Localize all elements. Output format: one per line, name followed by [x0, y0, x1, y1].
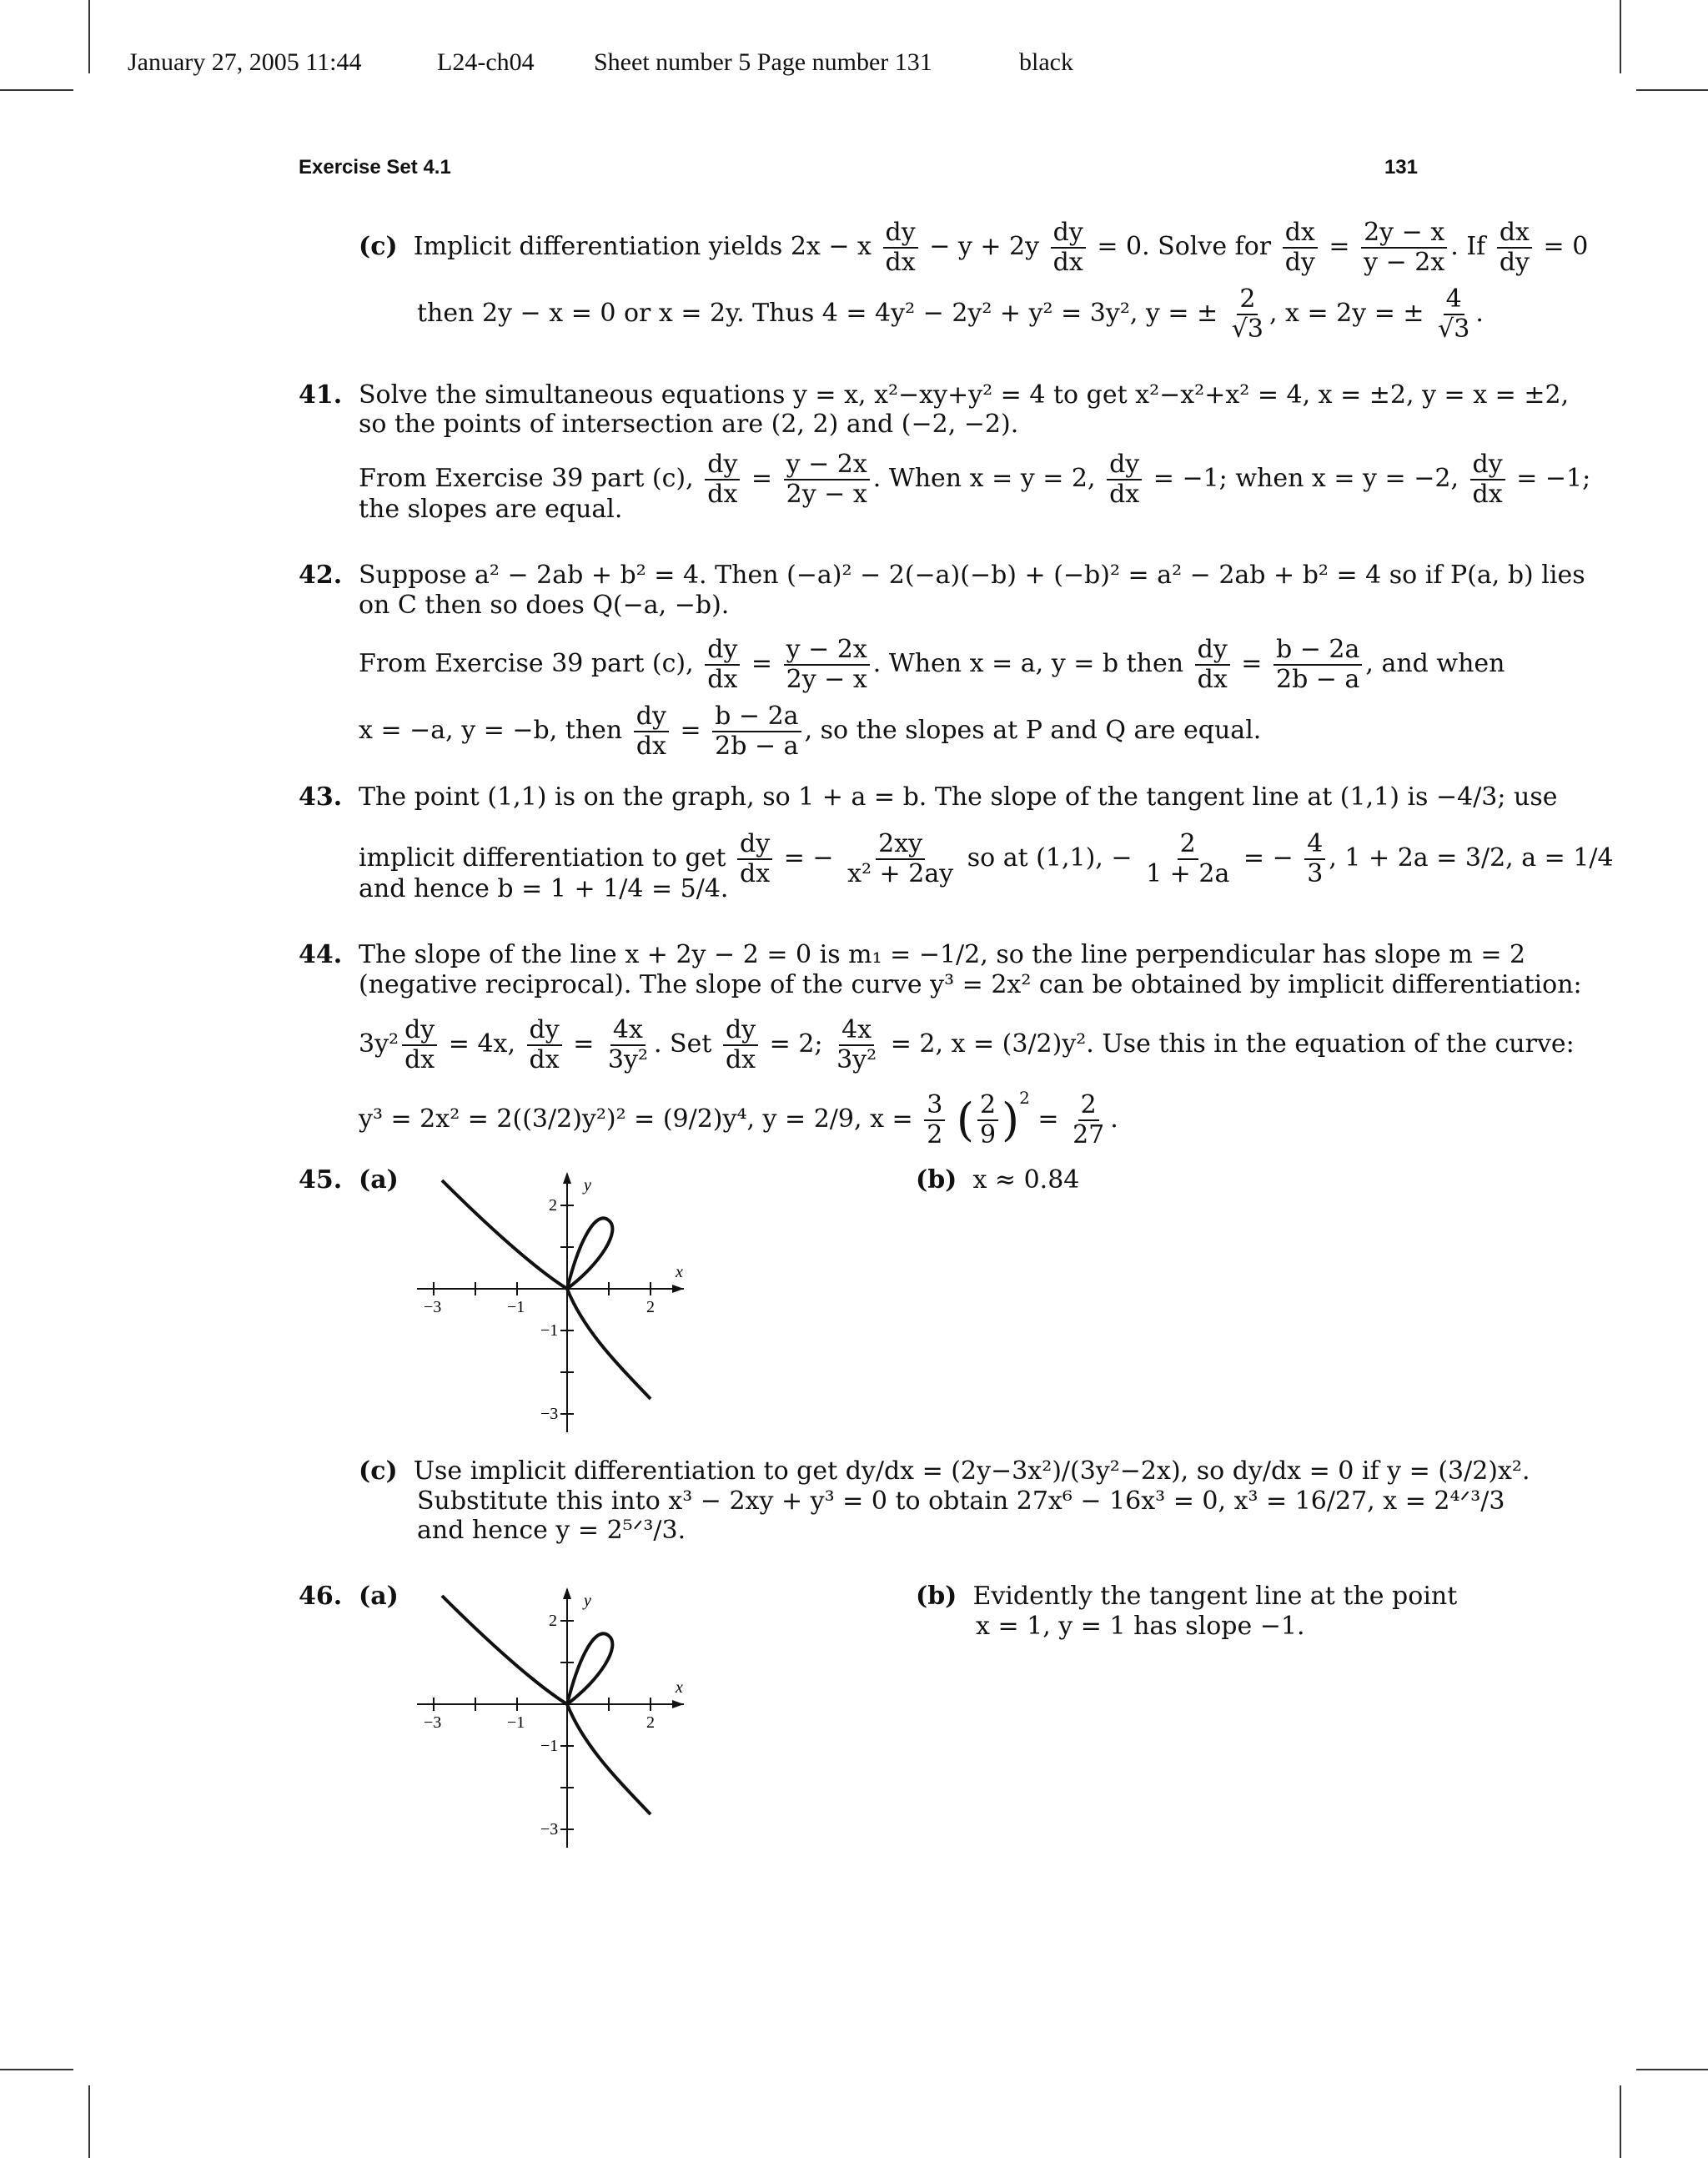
part-label: (a): [359, 1582, 399, 1611]
ex45-part-c-line3: and hence y = 2⁵ᐟ³/3.: [417, 1516, 686, 1545]
page-number: 131: [1384, 156, 1418, 179]
ex41-line2: so the points of intersection are (2, 2) and (−2, −2).: [359, 410, 1019, 439]
exercise-number: 45.: [299, 1165, 343, 1195]
ex44-line3: 3y² $\frac{dy}{dx}$ = 4x, $\frac{dy}{dx}$ = $\frac{4x}{\text{3y²}}$ . Set $\frac{dy}{dx}$ = 2; $\frac{4x}{\text{3y²}}$ = 2, x = (3/2)y². Use this in the equation of the curve:: [359, 1015, 1575, 1074]
exercise-number: 44.: [299, 940, 343, 969]
ex42-line3: From Exercise 39 part (c), $\frac{dy}{dx}$ = $\frac{y - 2x}{2y - x}$ . When x = a, y = b then $\frac{dy}{dx}$ = $\frac{b - 2a}{2b - a}$ , and when: [359, 635, 1505, 694]
y-tick-label: 2: [549, 1196, 557, 1215]
ex43-line3: and hence b = 1 + 1/4 = 5/4.: [359, 874, 729, 903]
y-tick-label: 2: [549, 1612, 557, 1630]
y-axis-label: y: [584, 1176, 591, 1195]
y-tick-label: −1: [540, 1321, 559, 1340]
crop-mark: [1636, 2069, 1708, 2070]
exercise-number: 43.: [299, 782, 343, 812]
crop-mark: [1620, 0, 1621, 73]
y-tick-label: −3: [540, 1405, 559, 1423]
x-tick-label: −1: [507, 1298, 525, 1316]
crop-mark: [0, 2069, 73, 2070]
ex45-part-c-line1: (c) Use implicit differentiation to get dy/dx = (2y−3x²)/(3y²−2x), so dy/dx = 0 if y = (3/2)x².: [359, 1456, 1530, 1486]
crop-mark: [0, 89, 73, 91]
ex45-part-c-line2: Substitute this into x³ − 2xy + y³ = 0 to obtain 27x⁶ − 16x³ = 0, x³ = 16/27, x = 2⁴ᐟ³/3: [417, 1486, 1505, 1516]
x-axis-label: x: [676, 1263, 683, 1281]
header-date: January 27, 2005 11:44: [128, 48, 362, 76]
x-tick-label: −1: [507, 1713, 525, 1732]
exercise-number: 41.: [299, 380, 343, 410]
ex42-line1: Suppose a² − 2ab + b² = 4. Then (−a)² − 2(−a)(−b) + (−b)² = a² − 2ab + b² = 4 so if P(a, b) lies: [359, 561, 1585, 590]
crop-mark: [1636, 89, 1708, 91]
part-label: (c): [359, 1456, 398, 1486]
header-color: black: [1019, 48, 1073, 76]
part-label: (c): [359, 232, 398, 261]
ex46-part-b-line1: (b) Evidently the tangent line at the point: [916, 1582, 1458, 1611]
header-sheet: Sheet number 5 Page number 131: [594, 48, 932, 76]
exercise-number: 42.: [299, 561, 343, 590]
ex44-line2: (negative reciprocal). The slope of the curve y³ = 2x² can be obtained by implicit differentiation:: [359, 970, 1582, 999]
exercise-number: 46.: [299, 1582, 343, 1611]
part-label: (b): [916, 1165, 957, 1195]
x-axis: [417, 1285, 684, 1293]
y-tick-label: −1: [540, 1737, 559, 1755]
ex44-line1: The slope of the line x + 2y − 2 = 0 is m₁ = −1/2, so the line perpendicular has slope m = 2: [359, 940, 1526, 969]
x-tick-label: 2: [646, 1713, 655, 1732]
x-tick-label: −3: [424, 1298, 442, 1316]
ex43-line1: The point (1,1) is on the graph, so 1 + a = b. The slope of the tangent line at (1,1) is −4/3; use: [359, 782, 1558, 812]
ex41-line3: From Exercise 39 part (c), $\frac{dy}{dx}$ = $\frac{y - 2x}{2y - x}$ . When x = y = 2, $\frac{dy}{dx}$ = −1; when x = y = −2, $\frac{dy}{dx}$ = −1;: [359, 450, 1591, 509]
ex39c-line2: then 2y − x = 0 or x = 2y. Thus 4 = 4y² − 2y² + y² = 3y², y = ± $\frac{2}{√3}$ , x = 2y = ± $\frac{4}{√3}$ .: [417, 284, 1484, 344]
ex45-b-answer: x ≈ 0.84: [972, 1165, 1080, 1195]
ex45-part-b: [916, 1165, 1079, 1195]
y-axis-label: y: [584, 1592, 591, 1610]
ex41-line4: the slopes are equal.: [359, 495, 623, 524]
x-axis: [417, 1700, 684, 1708]
ex46-part-b-line2: x = 1, y = 1 has slope −1.: [976, 1612, 1305, 1641]
ex42-line4: x = −a, y = −b, then $\frac{dy}{dx}$ = $\frac{b - 2a}{2b - a}$ , so the slopes at P and Q are equal.: [359, 702, 1262, 761]
ex41-line1: Solve the simultaneous equations y = x, x²−xy+y² = 4 to get x²−x²+x² = 4, x = ±2, y = x = ±2,: [359, 380, 1570, 410]
crop-mark: [88, 2085, 90, 2158]
part-label: (a): [359, 1165, 399, 1195]
crop-mark: [88, 0, 90, 73]
y-axis: [563, 1587, 571, 1848]
ex39c-line1: (c) Implicit differentiation yields 2x − x $\frac{dy}{dx}$ − y + 2y $\frac{dy}{dx}$ = 0. Solve for $\frac{dx}{dy}$ = $\frac{2y - x}{y - 2x}$ . If $\frac{dx}{dy}$ = 0: [359, 218, 1589, 277]
ex44-line4: y³ = 2x² = 2((3/2)y²)² = (9/2)y⁴, y = 2/9, x = $\frac{3}{2}$ ( $\frac{2}{9}$ )$^2$ = $\frac{2}{27}$ .: [359, 1088, 1118, 1149]
ex43-line2: implicit differentiation to get $\frac{dy}{dx}$ = − $\frac{2xy}{\text{x² + 2ay}}$ so at (1,1), − $\frac{2}{1 + 2a}$ = − $\frac{4}{3}$ , 1 + 2a = 3/2, a = 1/4: [359, 829, 1614, 888]
section-title: Exercise Set 4.1: [299, 156, 451, 179]
ex45-folium-graph: [409, 1164, 692, 1439]
part-label: (b): [916, 1582, 957, 1611]
x-tick-label: 2: [646, 1298, 655, 1316]
header-code: L24-ch04: [437, 48, 535, 76]
ex46-folium-graph: [409, 1579, 692, 1854]
x-tick-label: −3: [424, 1713, 442, 1732]
x-axis-label: x: [676, 1678, 683, 1697]
ex42-line2: on C then so does Q(−a, −b).: [359, 591, 730, 620]
y-tick-label: −3: [540, 1820, 559, 1839]
y-axis: [563, 1172, 571, 1432]
crop-mark: [1620, 2085, 1621, 2158]
